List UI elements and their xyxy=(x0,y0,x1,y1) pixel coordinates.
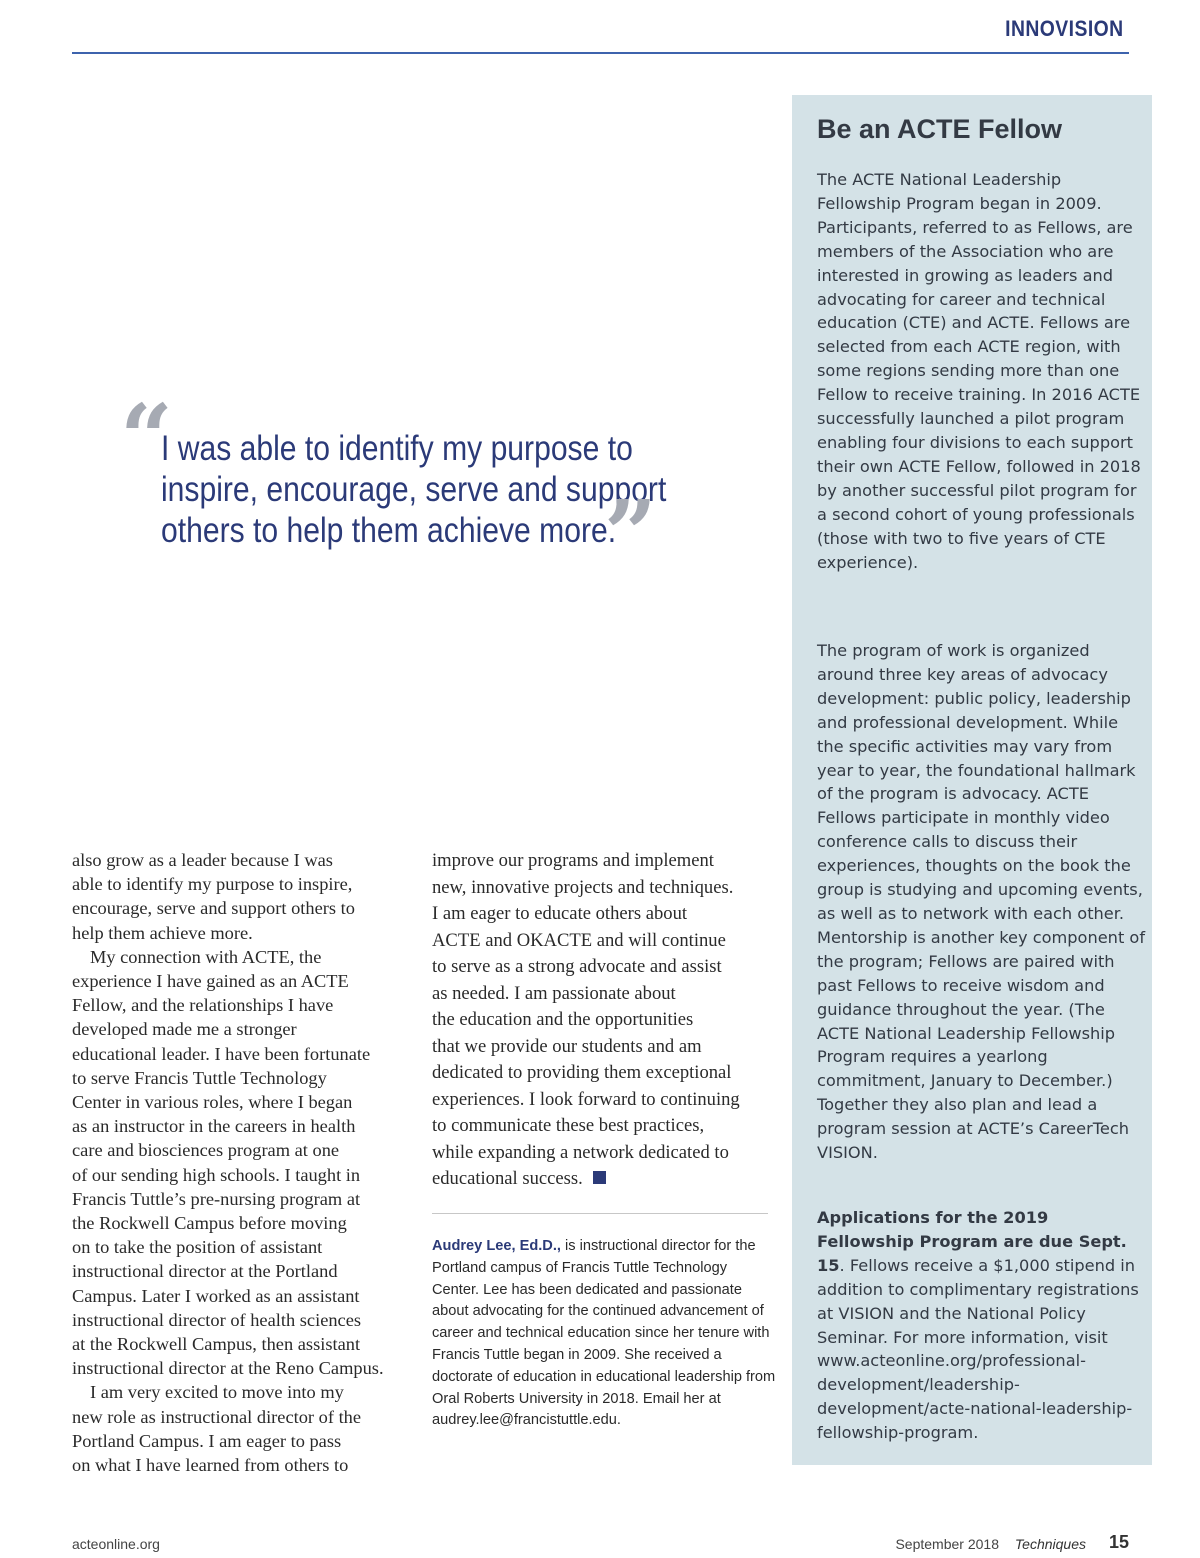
text-line: Center in various roles, where I began xyxy=(72,1092,353,1113)
text-line: dedicated to providing them exceptional xyxy=(432,1062,732,1083)
text-line: Fellow, and the relationships I have xyxy=(72,995,334,1016)
paragraph xyxy=(72,848,417,945)
text-line: on to take the position of assistant xyxy=(72,1237,323,1258)
text-line: encourage, serve and support others to xyxy=(72,898,355,919)
text-line: instructional director at the Reno Campus. xyxy=(72,1358,384,1379)
bio-divider xyxy=(432,1213,768,1214)
application-details: Fellows receive a $1,000 stipend in addition to complimentary registrations at VISION and the National Policy Seminar. For more information, visit www.acteonline.org/professional-development/leadership-development/acte-national-leadership-fellowship-program. xyxy=(817,1255,1139,1443)
text-line: developed made me a stronger xyxy=(72,1019,297,1040)
pull-quote-line: I was able to identify my purpose to xyxy=(161,429,633,468)
text-line: to serve Francis Tuttle Technology xyxy=(72,1067,327,1088)
text-line: the Rockwell Campus before moving xyxy=(72,1213,347,1234)
text-line: educational leader. I have been fortunate xyxy=(72,1043,371,1064)
application-deadline: Applications for the 2019 Fellowship Program are due Sept. 15 xyxy=(817,1208,1127,1275)
text-line: educational success. xyxy=(432,1168,583,1189)
footer-magazine-name: Techniques xyxy=(1014,1536,1086,1552)
text-line: I am eager to educate others about xyxy=(432,903,688,924)
text-line: instructional director at the Portland xyxy=(72,1261,338,1282)
text-line: instructional director of health sciences xyxy=(72,1309,362,1330)
pull-quote-line: others to help them achieve more. xyxy=(161,511,617,550)
text-line: ACTE and OKACTE and will continue xyxy=(432,929,726,951)
article-column-middle xyxy=(432,848,777,1193)
open-quote-icon: “ xyxy=(120,384,173,492)
text-line: on what I have learned from others to xyxy=(72,1455,349,1476)
footer-website: acteonline.org xyxy=(72,1536,160,1552)
text-line: also grow as a leader because I was xyxy=(72,850,333,870)
sidebar-title: Be an ACTE Fellow xyxy=(817,114,1063,144)
text-line: experiences. I look forward to continuing xyxy=(432,1088,740,1110)
text-line: Campus. Later I worked as an assistant xyxy=(72,1285,360,1306)
text-line: to serve as a strong advocate and assist xyxy=(432,956,722,977)
author-bio xyxy=(432,1236,777,1432)
author-bio-text: is instructional director for the Portland campus of Francis Tuttle Technology Center. Lee has been dedicated and passionate about advocating for the continued advancement of career and technical education since her tenure with Francis Tuttle began in 2009. She received a doctorate of education in educational leadership from Oral Roberts University in 2018. Email her at audrey.lee@francistuttle.edu. xyxy=(432,1238,776,1429)
text-line: at the Rockwell Campus, then assistant xyxy=(72,1334,361,1355)
author-name: Audrey Lee, Ed.D., xyxy=(432,1238,561,1254)
footer-date: September 2018 xyxy=(895,1536,999,1552)
text-line: care and biosciences program at one xyxy=(72,1140,340,1161)
page-number: 15 xyxy=(1108,1532,1129,1552)
text-line: the education and the opportunities xyxy=(432,1009,694,1030)
text-line: as needed. I am passionate about xyxy=(432,982,676,1004)
text-line: I am very excited to move into my xyxy=(90,1382,344,1403)
text-line: experience I have gained as an ACTE xyxy=(72,971,349,992)
text-line: while expanding a network dedicated to xyxy=(432,1141,729,1163)
text-line: as an instructor in the careers in health xyxy=(72,1116,356,1137)
text-line: help them achieve more. xyxy=(72,922,253,943)
paragraph xyxy=(72,945,417,1381)
sidebar-paragraph-applications xyxy=(817,1206,1147,1445)
text-line: to communicate these best practices, xyxy=(432,1115,705,1136)
punctuation: . xyxy=(839,1255,845,1275)
text-line: improve our programs and implement xyxy=(432,850,714,871)
paragraph xyxy=(72,1380,417,1477)
article-column-left xyxy=(72,848,417,1477)
header-rule xyxy=(72,52,1129,54)
text-line-last xyxy=(432,1166,777,1193)
text-line: that we provide our students and am xyxy=(432,1035,702,1057)
sidebar-paragraph: The program of work is organized around three key areas of advocacy development: public policy, leadership and professional development. While the specific activities may vary from year to year, the foundational hallmark of the program is advocacy. ACTE Fellows participate in monthly video conference calls to discuss their experiences, thoughts on the book the group is studying and upcoming events, as well as to network with each other. Mentorship is another key component of the program; Fellows are paired with past Fellows to receive wisdom and guidance throughout the year. (The ACTE National Leadership Fellowship Program requires a yearlong commitment, January to December.) Together they also plan and lead a program session at ACTE’s CareerTech VISION. xyxy=(817,641,1146,1163)
pull-quote-line: inspire, encourage, serve and support xyxy=(161,470,667,509)
text-line: Portland Campus. I am eager to pass xyxy=(72,1430,342,1451)
text-line: able to identify my purpose to inspire, xyxy=(72,874,353,895)
text-line: new, innovative projects and techniques. xyxy=(432,876,734,898)
section-label: INNOVISION xyxy=(1005,16,1124,41)
text-line: Francis Tuttle’s pre-nursing program at xyxy=(72,1188,361,1209)
close-quote-icon: ” xyxy=(604,480,657,588)
sidebar-paragraph: The ACTE National Leadership Fellowship Program began in 2009. Participants, referred to as Fellows, are members of the Association who are interested in growing as leaders and advocating for career and technical education (CTE) and ACTE. Fellows are selected from each ACTE region, with some regions sending more than one Fellow to receive training. In 2016 ACTE successfully launched a pilot program enabling four divisions to each support their own ACTE Fellow, followed in 2018 by another successful pilot program for a second cohort of young professionals (those with two to five years of CTE experience). xyxy=(817,170,1141,572)
text-line: My connection with ACTE, the xyxy=(90,946,322,967)
text-line: new role as instructional director of the xyxy=(72,1406,362,1427)
text-line: of our sending high schools. I taught in xyxy=(72,1164,361,1185)
end-of-article-square-icon xyxy=(593,1171,606,1184)
